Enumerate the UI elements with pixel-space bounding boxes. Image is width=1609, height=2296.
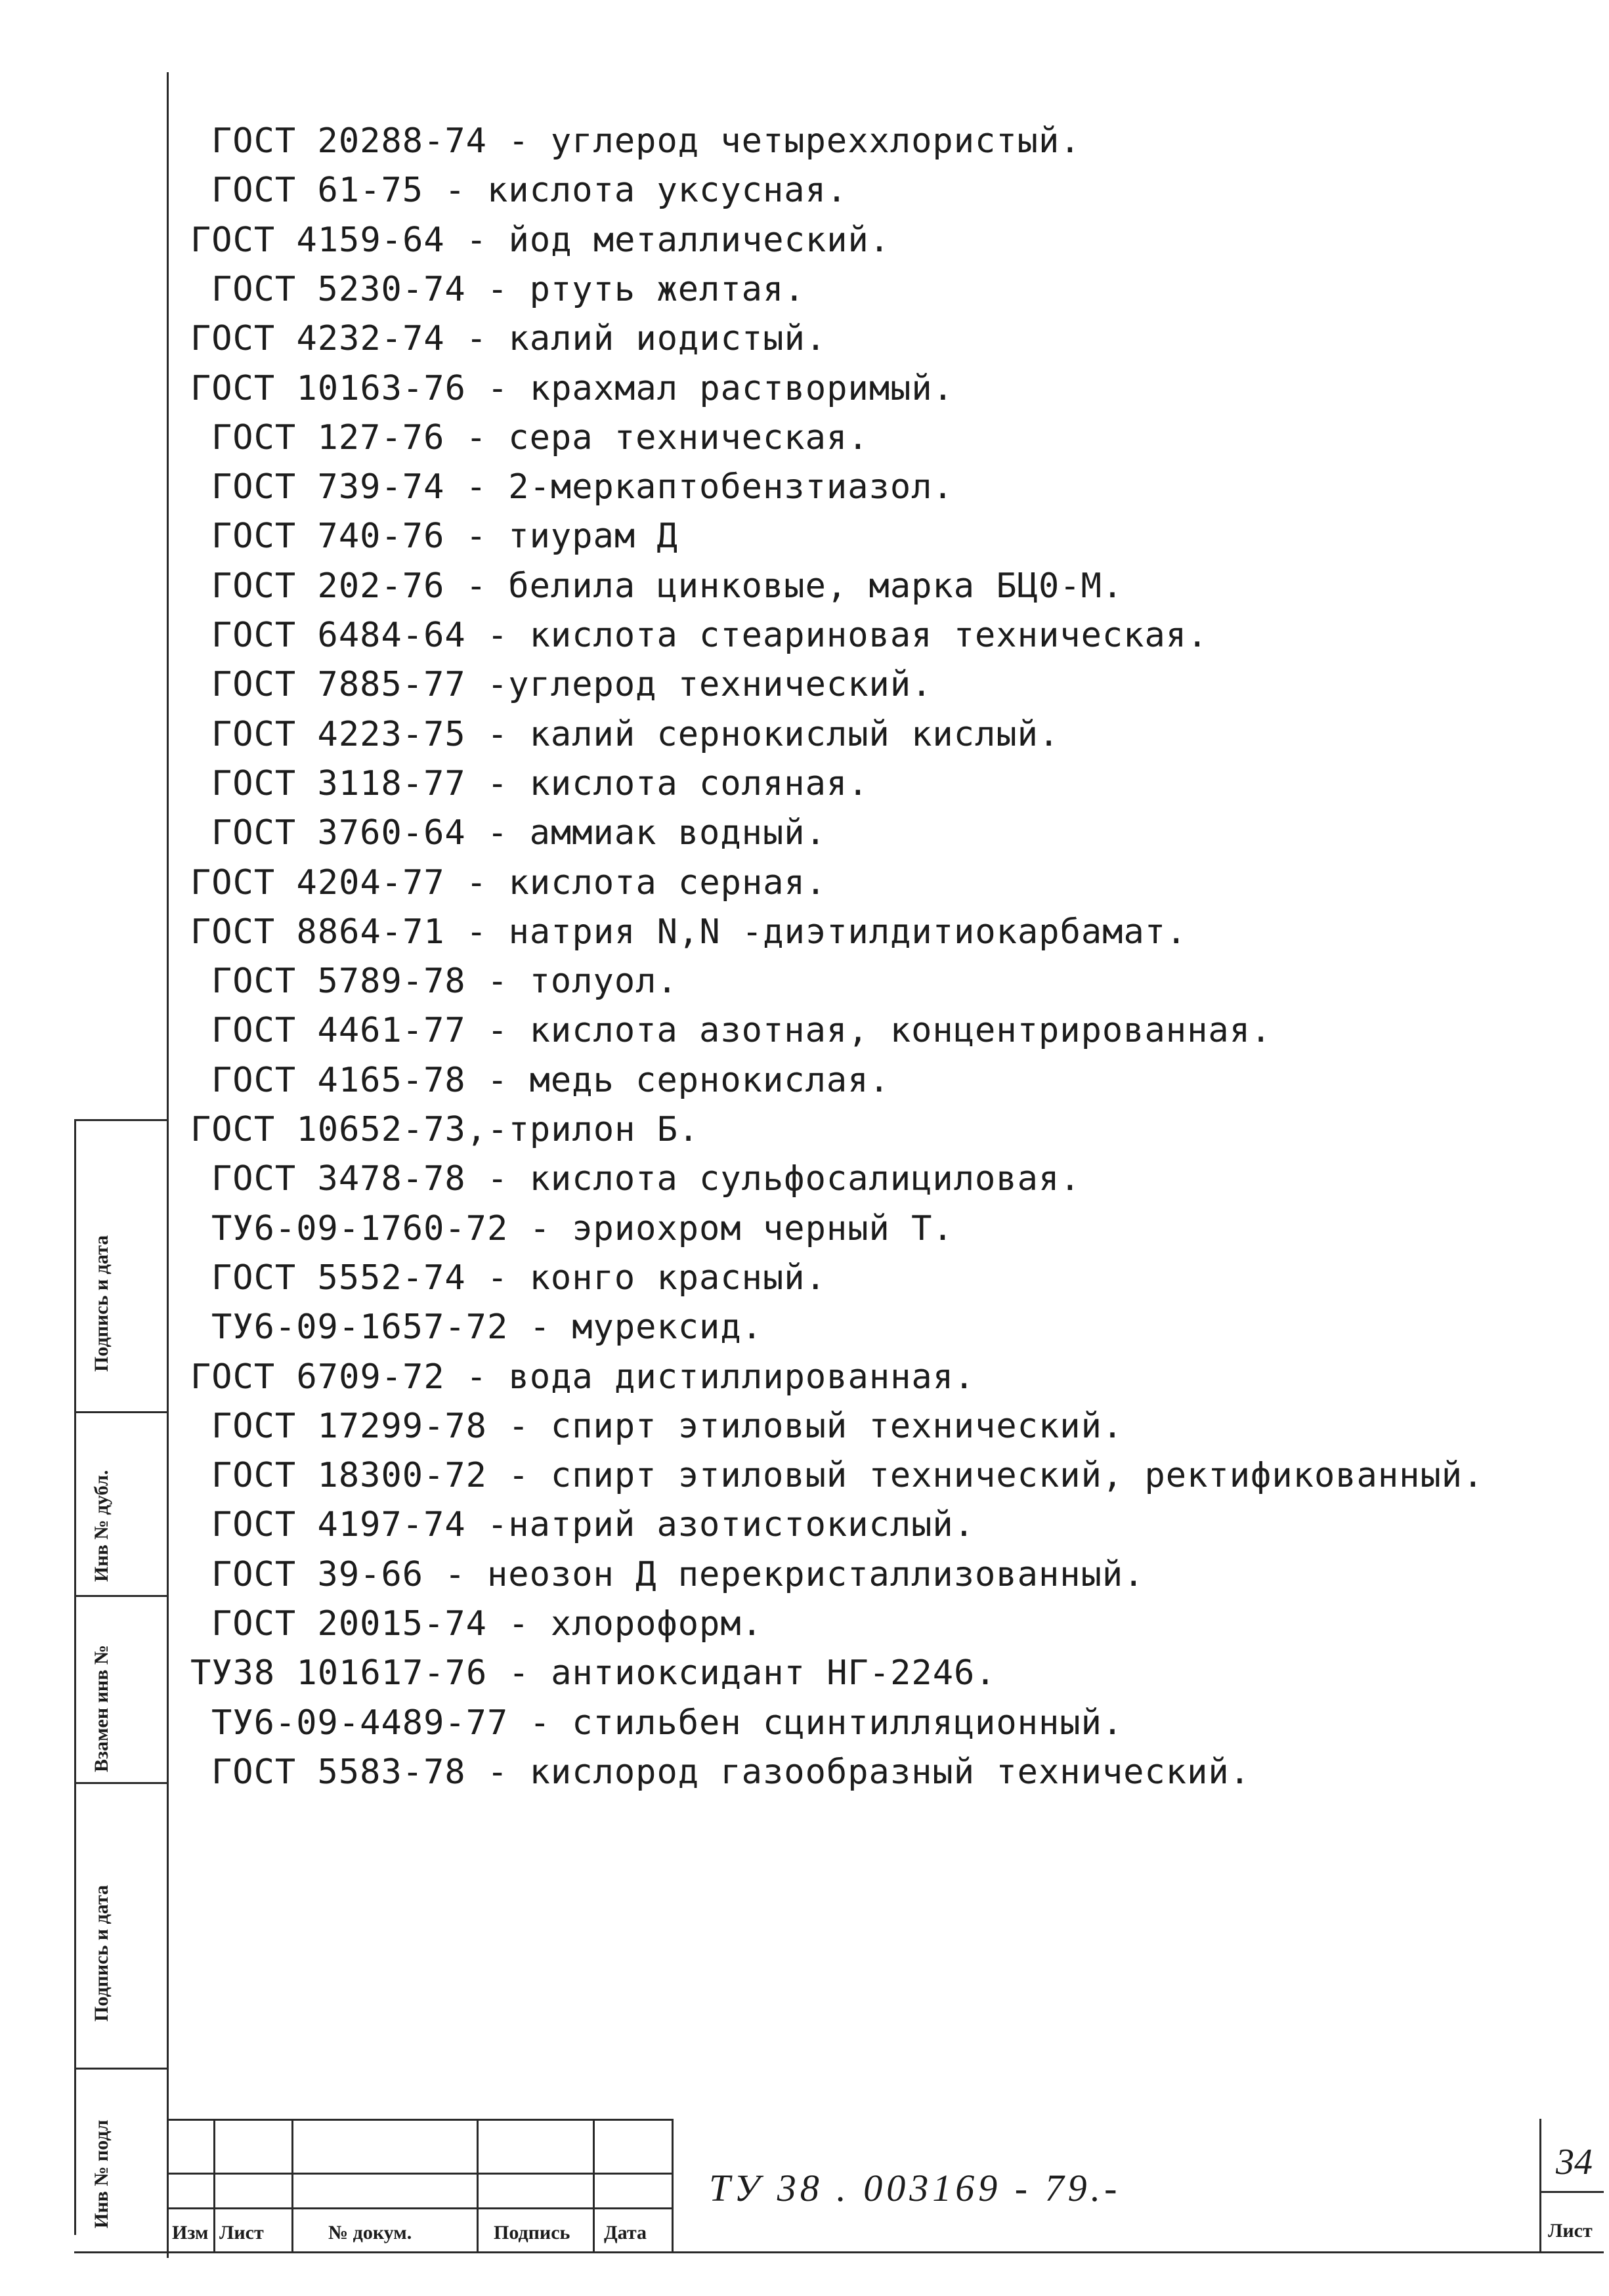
list-item: ТУ6-09-1760-72 - эриохром черный Т.	[211, 1209, 954, 1248]
list-item: ТУ6-09-4489-77 - стильбен сцинтилляционный.	[211, 1703, 1124, 1743]
list-item: ГОСТ 4223-75 - калий сернокислый кислый.	[211, 715, 1060, 754]
stamp-col-list: Лист	[219, 2222, 264, 2243]
list-item: ГОСТ 39-66 - неозон Д перекристаллизованный.	[211, 1555, 1145, 1594]
list-item: ГОСТ 5789-78 - толуол.	[211, 962, 678, 1001]
side-label-replacement-inventory: Взамен инв №	[91, 1644, 112, 1772]
list-item: ГОСТ 6709-72 - вода дистиллированная.	[190, 1357, 976, 1397]
list-item: ГОСТ 10163-76 - крахмал растворимый.	[190, 369, 955, 408]
list-item: ГОСТ 20288-74 - углерод четыреххлористый.	[211, 121, 1081, 161]
list-item: ГОСТ 18300-72 - спирт этиловый технический, ректификованный.	[211, 1456, 1484, 1495]
side-strip-divider	[74, 2068, 168, 2070]
stamp-col-podpis: Подпись	[494, 2222, 570, 2243]
list-item: ГОСТ 4204-77 - кислота серная.	[190, 863, 827, 903]
side-strip-divider	[74, 1411, 168, 1413]
list-item: ГОСТ 17299-78 - спирт этиловый технический.	[211, 1407, 1124, 1446]
list-item: ТУ6-09-1657-72 - мурексид.	[211, 1307, 763, 1347]
list-item: ГОСТ 20015-74 - хлороформ.	[211, 1604, 763, 1644]
list-item: ГОСТ 4197-74 -натрий азотистокислый.	[211, 1505, 976, 1544]
list-item: ГОСТ 4159-64 - йод металлический.	[190, 221, 891, 260]
list-item: ГОСТ 5230-74 - ртуть желтая.	[211, 270, 805, 309]
list-item: ГОСТ 4232-74 - калий иодистый.	[190, 319, 827, 358]
list-item: ГОСТ 3478-78 - кислота сульфосалициловая.	[211, 1159, 1081, 1199]
side-label-original-inventory: Инв № подл	[91, 2119, 112, 2228]
list-item: ГОСТ 3118-77 - кислота соляная.	[211, 764, 869, 803]
sheet-number: 34	[1556, 2142, 1593, 2182]
list-item: ГОСТ 3760-64 - аммиак водный.	[211, 813, 826, 853]
side-strip-divider	[74, 1782, 168, 1784]
list-item: ГОСТ 4165-78 - медь сернокислая.	[211, 1061, 890, 1100]
sheet-label: Лист	[1548, 2220, 1593, 2242]
list-item: ГОСТ 5552-74 - конго красный.	[211, 1258, 826, 1298]
side-strip-divider	[74, 1119, 168, 1121]
side-label-signature-date-2: Подпись и дата	[91, 1884, 112, 2022]
list-item: ГОСТ 10652-73,-трилон Б.	[190, 1110, 700, 1149]
list-item: ГОСТ 127-76 - сера техническая.	[211, 418, 869, 457]
side-strip-divider	[74, 1595, 168, 1597]
list-item: ТУ38 101617-76 - антиоксидант НГ-2246.	[190, 1653, 997, 1693]
stamp-col-dokum: № докум.	[328, 2222, 412, 2243]
list-item: ГОСТ 61-75 - кислота уксусная.	[211, 171, 848, 210]
document-code: ТУ 38 . 003169 - 79.-	[709, 2167, 1121, 2209]
list-item: ГОСТ 740-76 - тиурам Д	[211, 517, 678, 556]
list-item: ГОСТ 6484-64 - кислота стеариновая техническая.	[211, 616, 1209, 655]
stamp-col-izm: Изм	[172, 2222, 209, 2243]
list-item: ГОСТ 7885-77 -углерод технический.	[211, 665, 933, 704]
side-label-dup-inventory: Инв № дубл.	[91, 1470, 112, 1582]
list-item: ГОСТ 202-76 - белила цинковые, марка БЦ0-М.	[211, 566, 1124, 606]
page-left-border	[167, 72, 169, 2258]
list-item: ГОСТ 5583-78 - кислород газообразный технический.	[211, 1753, 1251, 1792]
list-item: ГОСТ 4461-77 - кислота азотная, концентрированная.	[211, 1011, 1272, 1050]
list-item: ГОСТ 8864-71 - натрия N,N -диэтилдитиокарбамат.	[190, 912, 1188, 952]
stamp-col-data: Дата	[604, 2222, 647, 2243]
side-label-signature-date: Подпись и дата	[91, 1235, 112, 1372]
list-item: ГОСТ 739-74 - 2-меркаптобензтиазол.	[211, 467, 954, 507]
